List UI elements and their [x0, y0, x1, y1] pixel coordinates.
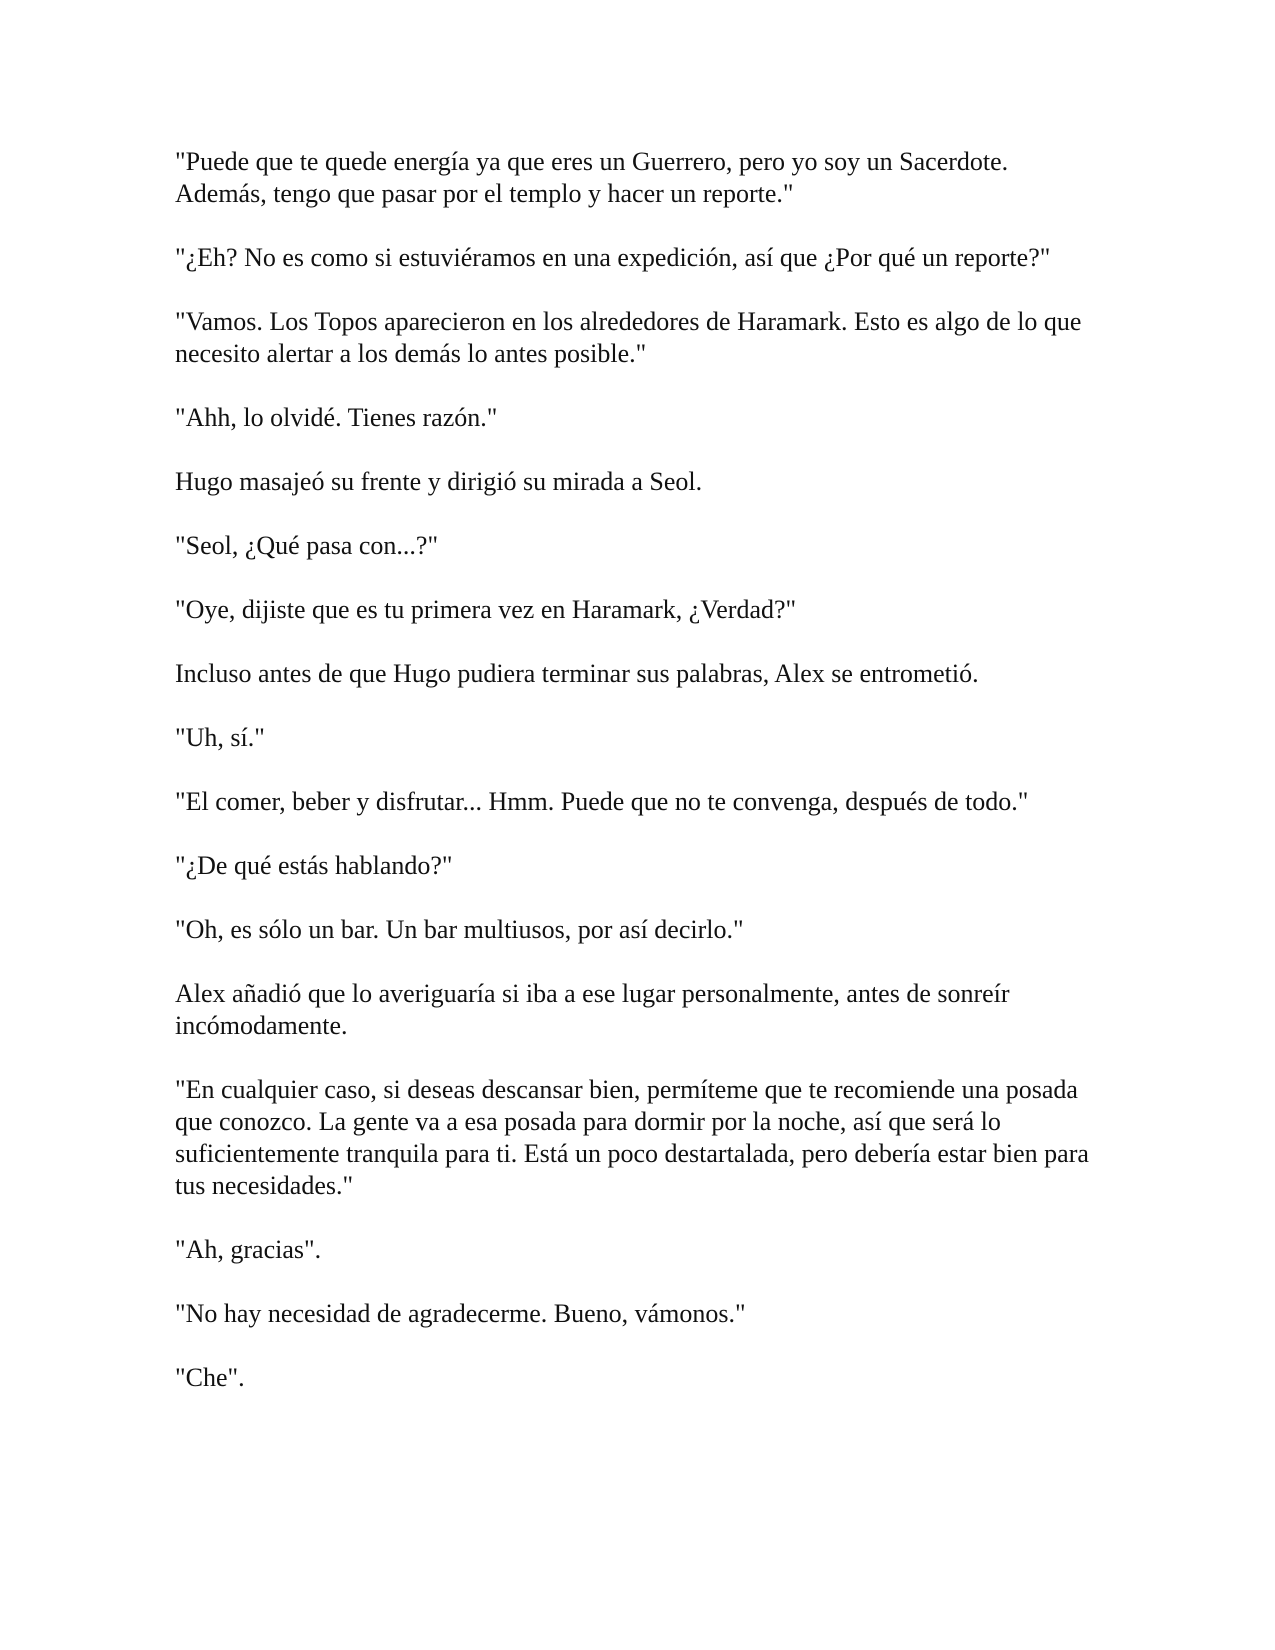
paragraph: "Ahh, lo olvidé. Tienes razón.": [175, 403, 498, 432]
paragraph: "El comer, beber y disfrutar... Hmm. Puede que no te convenga, después de todo.": [175, 787, 1029, 816]
paragraph: "Puede que te quede energía ya que eres un Guerrero, pero yo soy un Sacerdote. Además, tengo que pasar por el templo y hacer un reporte.": [175, 147, 1009, 208]
paragraph: "Seol, ¿Qué pasa con...?": [175, 531, 439, 560]
paragraph: "Oh, es sólo un bar. Un bar multiusos, por así decirlo.": [175, 915, 744, 944]
paragraph: "¿De qué estás hablando?": [175, 851, 453, 880]
paragraph: "Che".: [175, 1363, 245, 1392]
paragraph: Incluso antes de que Hugo pudiera terminar sus palabras, Alex se entrometió.: [175, 659, 979, 688]
paragraph: "Vamos. Los Topos aparecieron en los alrededores de Haramark. Esto es algo de lo que necesito alertar a los demás lo antes posible.": [175, 307, 1082, 368]
paragraph: "No hay necesidad de agradecerme. Bueno, vámonos.": [175, 1299, 746, 1328]
paragraph: "Uh, sí.": [175, 723, 265, 752]
paragraph: "En cualquier caso, si deseas descansar bien, permíteme que te recomiende una posada que conozco. La gente va a esa posada para dormir por la noche, así que será lo suficientemente tranquila para ti. Está un poco destartalada, pero debería estar bien para tus necesidades.": [175, 1075, 1089, 1200]
paragraph: "Ah, gracias".: [175, 1235, 322, 1264]
paragraph: "Oye, dijiste que es tu primera vez en Haramark, ¿Verdad?": [175, 595, 797, 624]
paragraph: Alex añadió que lo averiguaría si iba a ese lugar personalmente, antes de sonreír incómodamente.: [175, 979, 1010, 1040]
paragraph: "¿Eh? No es como si estuviéramos en una expedición, así que ¿Por qué un reporte?": [175, 243, 1051, 272]
document-body: [175, 146, 1095, 1426]
paragraph: Hugo masajeó su frente y dirigió su mirada a Seol.: [175, 467, 703, 496]
